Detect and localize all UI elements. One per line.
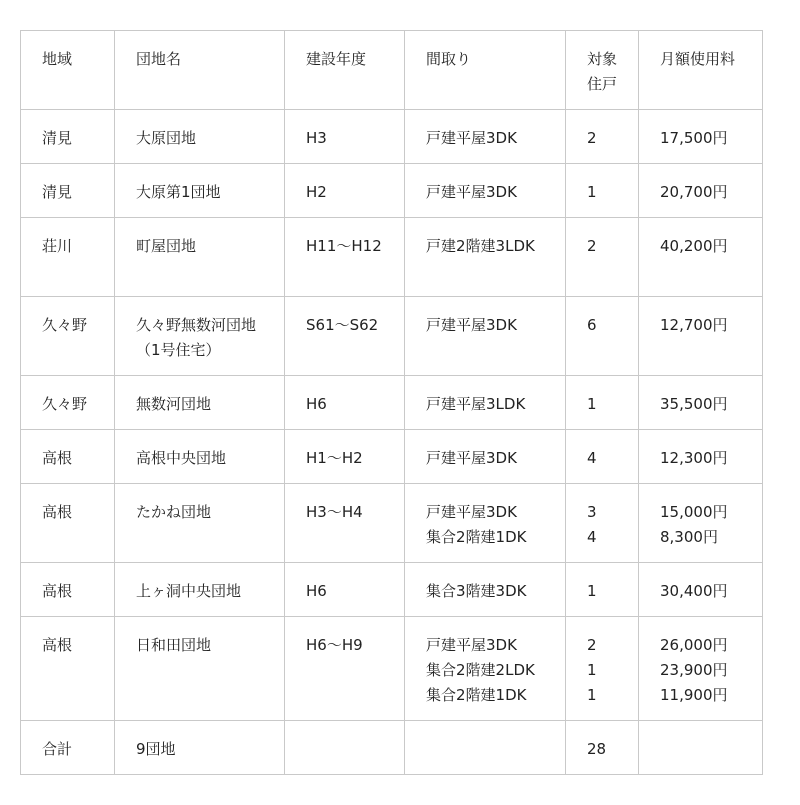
cell-region: 高根: [21, 484, 115, 563]
cell-region: 清見: [21, 164, 115, 218]
cell-region: 久々野: [21, 297, 115, 376]
cell-target-units: 4: [566, 430, 639, 484]
cell-monthly-fee: 26,000円 23,900円 11,900円: [639, 617, 763, 721]
cell-region: 高根: [21, 563, 115, 617]
total-row: [21, 721, 763, 775]
table-row: [21, 430, 763, 484]
cell-total-label: 合計: [21, 721, 115, 775]
cell-region: 久々野: [21, 376, 115, 430]
cell-total-empty: [405, 721, 566, 775]
cell-target-units: 2 1 1: [566, 617, 639, 721]
table-row: [21, 376, 763, 430]
cell-complex-name: 大原団地: [115, 110, 285, 164]
cell-target-units: 2: [566, 218, 639, 297]
cell-complex-name: 久々野無数河団地 （1号住宅）: [115, 297, 285, 376]
header-monthly-fee: 月額使用料: [639, 31, 763, 110]
cell-complex-name: 上ヶ洞中央団地: [115, 563, 285, 617]
table-row: [21, 218, 763, 297]
cell-monthly-fee: 17,500円: [639, 110, 763, 164]
cell-floor-plan: 戸建平屋3DK 集合2階建1DK: [405, 484, 566, 563]
cell-monthly-fee: 30,400円: [639, 563, 763, 617]
cell-floor-plan: 戸建平屋3DK: [405, 297, 566, 376]
cell-region: 荘川: [21, 218, 115, 297]
table-row: [21, 110, 763, 164]
cell-monthly-fee: 40,200円: [639, 218, 763, 297]
cell-complex-name: 日和田団地: [115, 617, 285, 721]
cell-construction-year: H1〜H2: [285, 430, 405, 484]
header-complex-name: 団地名: [115, 31, 285, 110]
cell-construction-year: H6〜H9: [285, 617, 405, 721]
cell-construction-year: H11〜H12: [285, 218, 405, 297]
header-region: 地域: [21, 31, 115, 110]
cell-floor-plan: 集合3階建3DK: [405, 563, 566, 617]
header-row: [21, 31, 763, 110]
cell-target-units: 6: [566, 297, 639, 376]
table-row: [21, 484, 763, 563]
cell-region: 清見: [21, 110, 115, 164]
cell-target-units: 1: [566, 164, 639, 218]
cell-construction-year: H6: [285, 376, 405, 430]
cell-target-units: 1: [566, 563, 639, 617]
cell-region: 高根: [21, 617, 115, 721]
cell-floor-plan: 戸建平屋3DK: [405, 110, 566, 164]
table-row: [21, 563, 763, 617]
table-row: [21, 297, 763, 376]
cell-target-units: 2: [566, 110, 639, 164]
table-row: [21, 164, 763, 218]
cell-monthly-fee: 12,300円: [639, 430, 763, 484]
cell-floor-plan: 戸建平屋3LDK: [405, 376, 566, 430]
cell-complex-name: 無数河団地: [115, 376, 285, 430]
housing-table: [20, 30, 763, 775]
cell-construction-year: H3: [285, 110, 405, 164]
cell-total-empty: [639, 721, 763, 775]
cell-complex-name: たかね団地: [115, 484, 285, 563]
cell-target-units: 3 4: [566, 484, 639, 563]
cell-floor-plan: 戸建平屋3DK: [405, 164, 566, 218]
cell-monthly-fee: 12,700円: [639, 297, 763, 376]
cell-floor-plan: 戸建平屋3DK: [405, 430, 566, 484]
table-row: [21, 617, 763, 721]
header-target-units: 対象 住戸: [566, 31, 639, 110]
cell-complex-name: 町屋団地: [115, 218, 285, 297]
cell-complex-name: 大原第1団地: [115, 164, 285, 218]
cell-construction-year: H6: [285, 563, 405, 617]
cell-total-units: 28: [566, 721, 639, 775]
cell-floor-plan: 戸建平屋3DK 集合2階建2LDK 集合2階建1DK: [405, 617, 566, 721]
cell-construction-year: H3〜H4: [285, 484, 405, 563]
cell-total-empty: [285, 721, 405, 775]
cell-target-units: 1: [566, 376, 639, 430]
cell-total-complex-count: 9団地: [115, 721, 285, 775]
cell-monthly-fee: 20,700円: [639, 164, 763, 218]
cell-floor-plan: 戸建2階建3LDK: [405, 218, 566, 297]
header-floor-plan: 間取り: [405, 31, 566, 110]
cell-complex-name: 高根中央団地: [115, 430, 285, 484]
cell-construction-year: H2: [285, 164, 405, 218]
cell-construction-year: S61〜S62: [285, 297, 405, 376]
cell-monthly-fee: 35,500円: [639, 376, 763, 430]
cell-region: 高根: [21, 430, 115, 484]
header-construction-year: 建設年度: [285, 31, 405, 110]
cell-monthly-fee: 15,000円 8,300円: [639, 484, 763, 563]
